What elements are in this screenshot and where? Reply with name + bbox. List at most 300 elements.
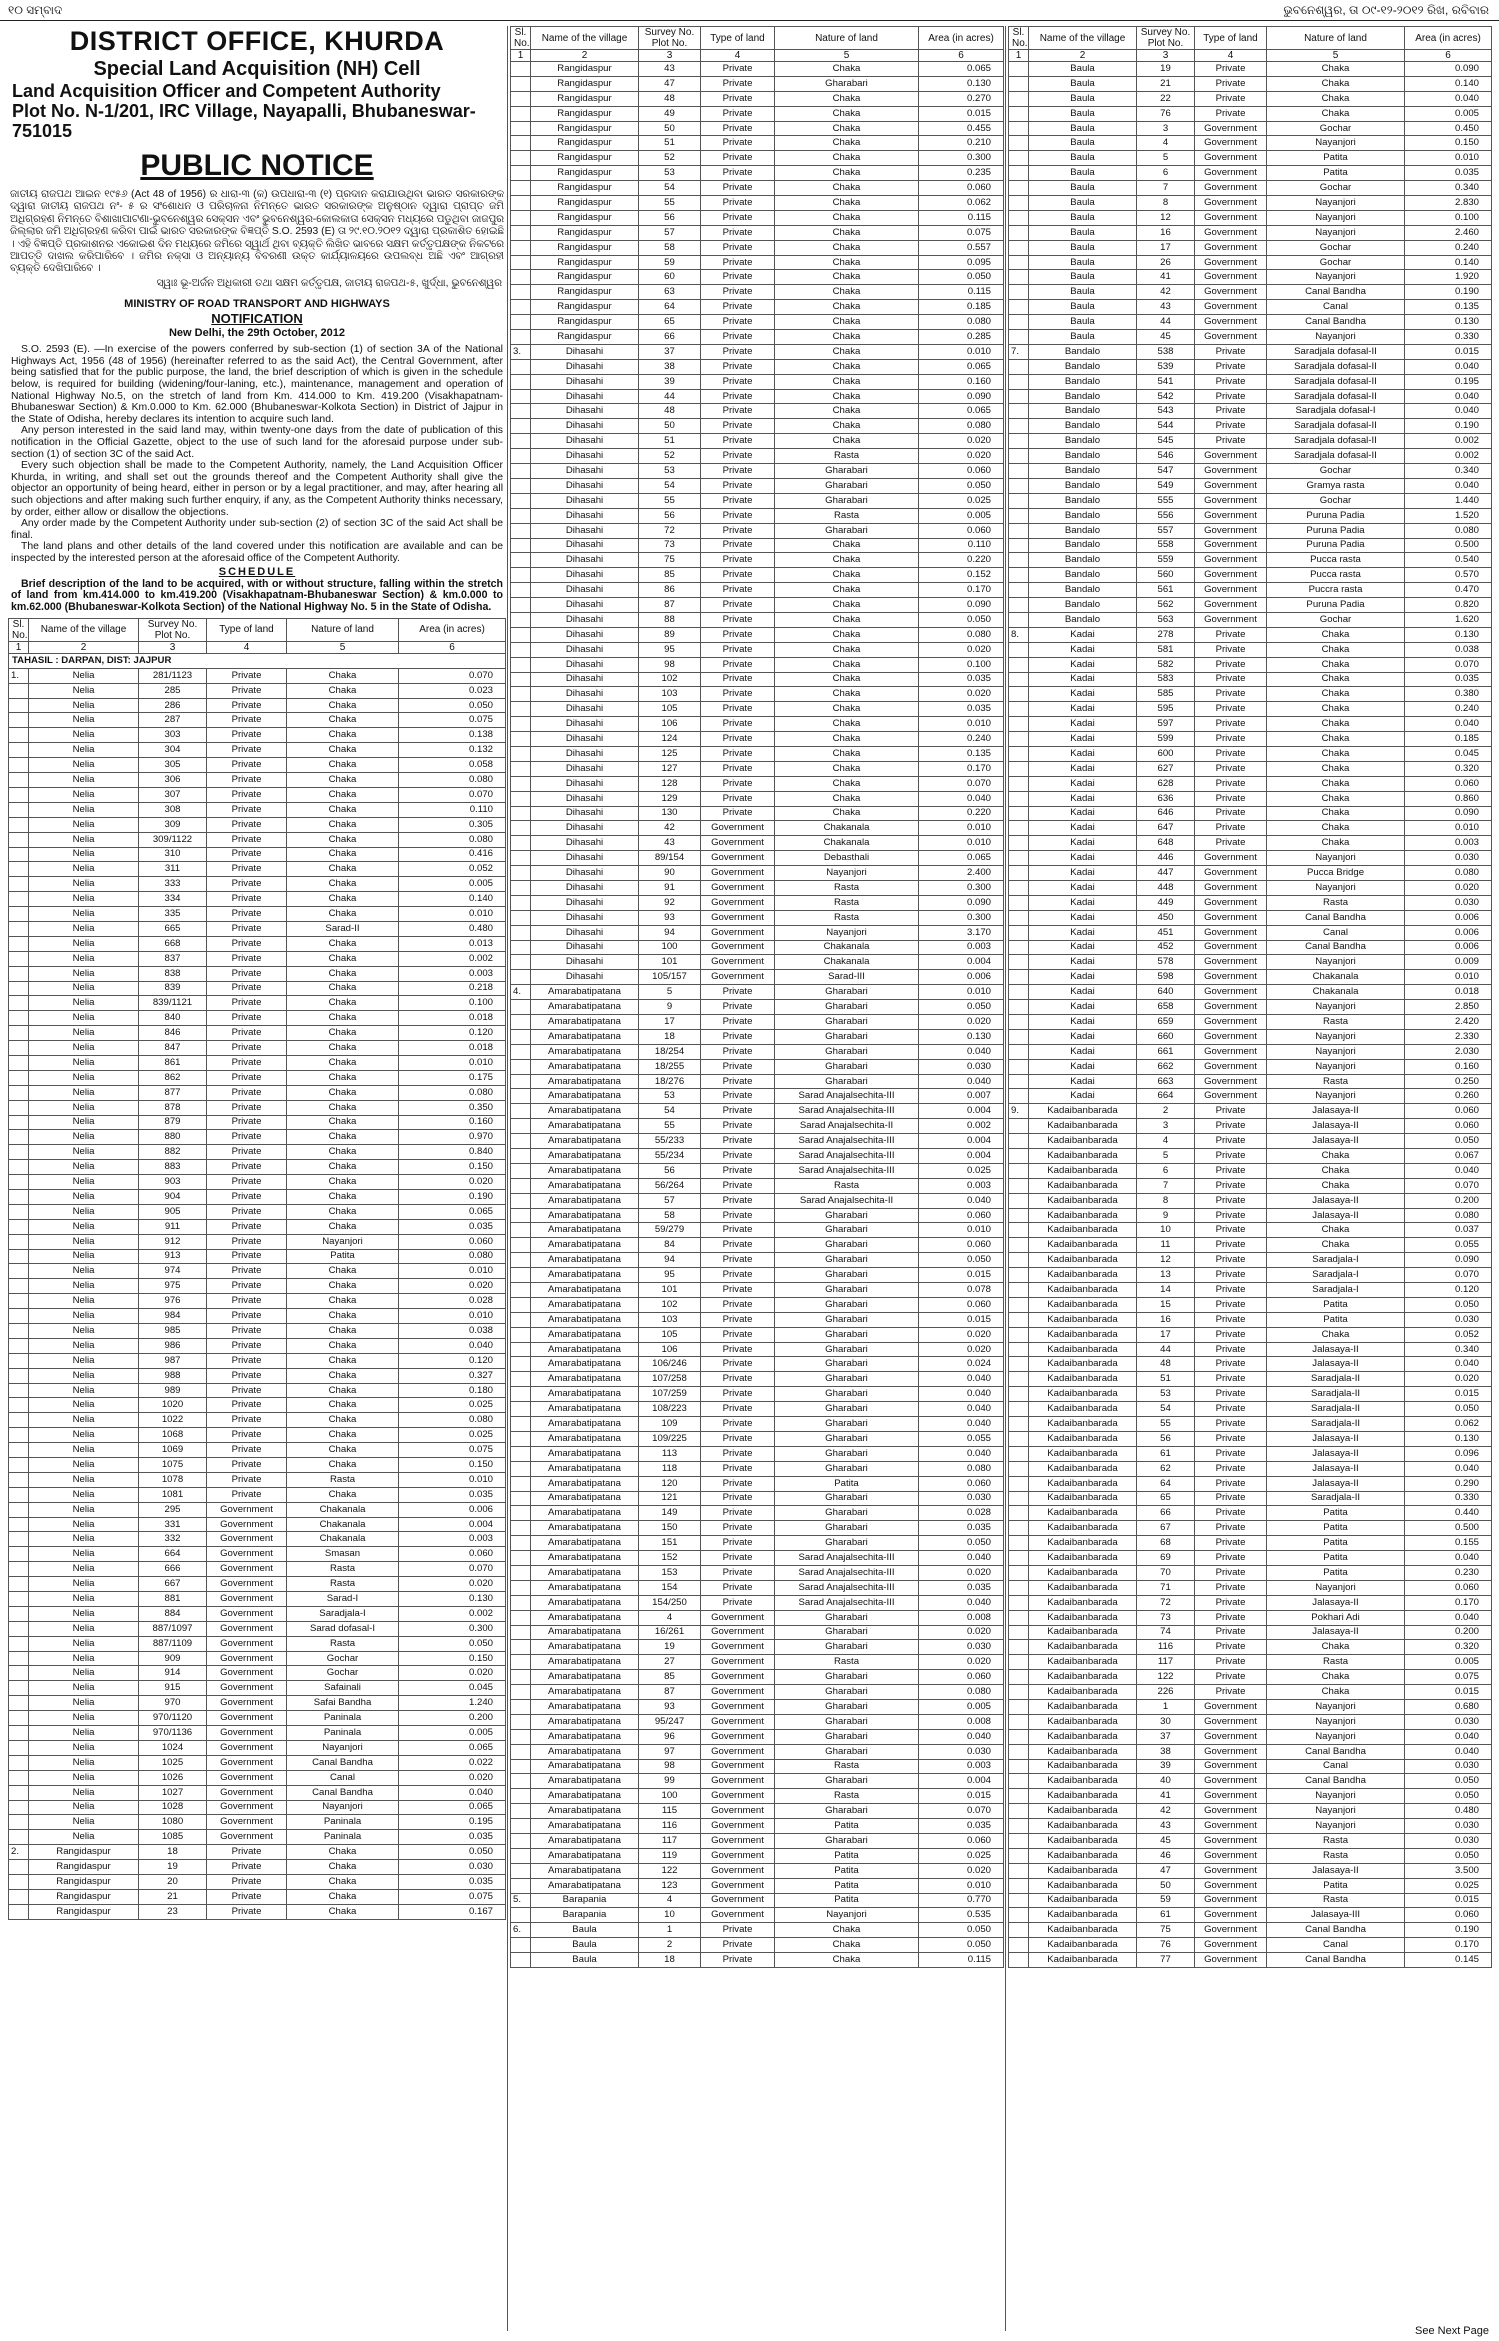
table-cell: Amarabatipatana [531,1193,639,1208]
table-cell: Kadai [1029,806,1137,821]
table-row [511,1536,1004,1551]
table-cell [1009,851,1029,866]
table-cell: Chaka [1267,106,1405,121]
table-cell: Chaka [1267,717,1405,732]
table-cell [511,1625,531,1640]
table-cell: Kadai [1029,940,1137,955]
table-cell: 59/279 [639,1223,701,1238]
table-cell: 116 [639,1819,701,1834]
table-cell: Dihasahi [531,344,639,359]
table-cell: Nayanjori [1267,196,1405,211]
table-cell: 0.300 [919,880,1004,895]
table-cell: Baula [1029,315,1137,330]
table-cell: Patita [1267,1312,1405,1327]
table-cell: 0.020 [919,1327,1004,1342]
table-cell [9,773,29,788]
table-cell: Nelia [29,1487,139,1502]
tahasil-row [9,653,506,668]
table-cell: 55/233 [639,1134,701,1149]
table-row [511,285,1004,300]
table-cell: Nelia [29,1279,139,1294]
table-cell: Bandalo [1029,419,1137,434]
table-cell: Kadaibanbarada [1029,1759,1137,1774]
table-row [1009,1863,1492,1878]
table-cell: Chaka [775,657,919,672]
table-cell: 0.020 [919,1625,1004,1640]
table-cell: 878 [139,1100,207,1115]
table-cell [511,1238,531,1253]
table-row [511,1387,1004,1402]
table-cell: 0.300 [399,1621,506,1636]
table-cell: 9. [1009,1104,1029,1119]
table-cell: Private [701,523,775,538]
table-cell [511,880,531,895]
table-cell: Baula [1029,106,1137,121]
table-cell: 595 [1137,702,1195,717]
table-row [511,836,1004,851]
table-cell [511,1595,531,1610]
table-cell [9,1338,29,1353]
table-cell: Kadai [1029,732,1137,747]
table-row [511,1208,1004,1223]
table-cell: Dihasahi [531,642,639,657]
table-cell: Chaka [775,315,919,330]
table-row [1009,538,1492,553]
table-cell: Private [701,210,775,225]
table-cell: Kadaibanbarada [1029,1789,1137,1804]
table-cell [511,598,531,613]
table-row [1009,1848,1492,1863]
table-row [1009,449,1492,464]
table-cell: 1069 [139,1443,207,1458]
table-cell: 0.003 [399,966,506,981]
table-row [511,612,1004,627]
table-cell [511,1536,531,1551]
table-cell: Government [1195,225,1267,240]
table-cell: Government [701,1610,775,1625]
table-cell: Saradjala-II [1267,1402,1405,1417]
table-cell [9,1189,29,1204]
table-cell: Paninala [287,1830,399,1845]
table-cell: 0.180 [399,1383,506,1398]
table-cell: 660 [1137,1029,1195,1044]
table-cell [1009,746,1029,761]
table-cell: Nelia [29,1383,139,1398]
table-cell: 0.150 [1405,136,1492,151]
table-cell: Private [1195,806,1267,821]
table-cell: Amarabatipatana [531,1506,639,1521]
table-cell: 43 [1137,300,1195,315]
table-cell: 71 [1137,1580,1195,1595]
table-cell [511,1506,531,1521]
table-cell [1009,1223,1029,1238]
table-cell: 73 [1137,1610,1195,1625]
table-cell: Chaka [1267,657,1405,672]
table-cell [511,955,531,970]
table-cell [1009,285,1029,300]
table-cell: Nelia [29,1666,139,1681]
table-cell: 0.060 [919,1238,1004,1253]
table-cell: Chaka [287,728,399,743]
table-cell: Saradjala dofasal-II [1267,359,1405,374]
table-cell: 0.416 [399,847,506,862]
table-cell: 0.970 [399,1130,506,1145]
table-cell: 0.030 [919,1491,1004,1506]
table-cell: Private [207,1100,287,1115]
table-cell: Private [1195,1446,1267,1461]
table-cell: 2 [639,1938,701,1953]
table-cell: 0.004 [919,1104,1004,1119]
table-cell: Nayanjori [1267,136,1405,151]
table-cell: 2.420 [1405,1015,1492,1030]
table-cell: Chaka [1267,687,1405,702]
table-cell: Chaka [287,951,399,966]
table-cell [9,862,29,877]
table-cell: Private [1195,1431,1267,1446]
table-cell: 0.075 [1405,1670,1492,1685]
table-row [511,970,1004,985]
table-cell [1009,1402,1029,1417]
table-cell: Chaka [287,892,399,907]
table-cell: Rasta [287,1577,399,1592]
table-cell: Gharabari [775,493,919,508]
table-cell: Kadaibanbarada [1029,1625,1137,1640]
table-cell: Rasta [775,1178,919,1193]
table-cell: Kadaibanbarada [1029,1893,1137,1908]
table-row [511,181,1004,196]
column-header: Survey No. Plot No. [1137,27,1195,50]
table-cell: Chaka [287,1383,399,1398]
table-row [511,940,1004,955]
table-cell [511,746,531,761]
table-cell [1009,568,1029,583]
table-cell: 17 [1137,1327,1195,1342]
table-cell [9,1517,29,1532]
table-cell: Gharabari [775,1774,919,1789]
table-cell: Private [1195,657,1267,672]
table-cell: Kadaibanbarada [1029,1685,1137,1700]
table-cell: 0.080 [399,773,506,788]
table-row [9,907,506,922]
table-cell: 0.050 [919,1253,1004,1268]
table-cell: Amarabatipatana [531,1431,639,1446]
table-cell: Kadai [1029,866,1137,881]
table-cell [511,1863,531,1878]
table-cell [1009,1387,1029,1402]
table-cell: Amarabatipatana [531,1357,639,1372]
table-row [1009,1536,1492,1551]
table-cell: 51 [639,136,701,151]
table-cell: Kadaibanbarada [1029,1312,1137,1327]
table-cell: Nelia [29,1353,139,1368]
newspaper-header-bar [0,0,1499,21]
table-cell: 48 [1137,1357,1195,1372]
table-cell: 0.010 [399,907,506,922]
table-cell: 4 [639,1893,701,1908]
table-cell: 541 [1137,374,1195,389]
table-cell [1009,1819,1029,1834]
table-cell: 0.500 [1405,538,1492,553]
table-cell: Gharabari [775,1521,919,1536]
table-cell [511,1253,531,1268]
table-row [511,1402,1004,1417]
table-row [1009,285,1492,300]
table-cell: 0.480 [399,921,506,936]
column-number: 6 [919,50,1004,62]
office-title: DISTRICT OFFICE, KHURDA [69,26,445,56]
table-cell: Dihasahi [531,746,639,761]
table-row [9,1458,506,1473]
table-cell: Private [207,907,287,922]
table-cell: Chaka [1267,62,1405,77]
table-cell: Amarabatipatana [531,1461,639,1476]
column-header: Nature of land [775,27,919,50]
table-cell [1009,404,1029,419]
table-cell: 11 [1137,1238,1195,1253]
table-cell: Private [207,1249,287,1264]
table-cell: Government [701,1848,775,1863]
table-cell: 0.120 [1405,1283,1492,1298]
table-cell: 627 [1137,761,1195,776]
table-cell: Private [1195,1268,1267,1283]
table-cell: Canal Bandha [287,1755,399,1770]
table-cell: 0.060 [1405,1104,1492,1119]
table-row [1009,1134,1492,1149]
table-row [511,136,1004,151]
table-cell: 7. [1009,344,1029,359]
table-row [1009,553,1492,568]
table-row [1009,434,1492,449]
column-number: 3 [1137,50,1195,62]
table-cell: Chaka [287,1428,399,1443]
table-cell [511,1089,531,1104]
table-cell: 659 [1137,1015,1195,1030]
table-cell: 0.006 [1405,940,1492,955]
table-cell: 103 [639,1312,701,1327]
table-cell: 16/261 [639,1625,701,1640]
table-cell: 904 [139,1189,207,1204]
table-cell: Private [207,1145,287,1160]
table-cell: 562 [1137,598,1195,613]
column-number: 3 [639,50,701,62]
table-cell: 53 [639,166,701,181]
table-cell: 0.080 [1405,866,1492,881]
table-cell: Sarad-II [287,921,399,936]
table-cell [1009,612,1029,627]
table-row [1009,1640,1492,1655]
table-cell: 0.350 [399,1100,506,1115]
officer-title: Land Acquisition Officer and Competent Authority [12,81,441,101]
table-cell: Safai Bandha [287,1696,399,1711]
table-cell: 0.025 [919,493,1004,508]
table-cell: Saradjala-II [1267,1372,1405,1387]
table-cell [1009,1565,1029,1580]
table-cell: Private [207,1026,287,1041]
table-cell: Kadaibanbarada [1029,1283,1137,1298]
table-cell [1009,1833,1029,1848]
table-cell: 0.015 [919,1268,1004,1283]
table-cell [1009,1744,1029,1759]
table-cell: Rangidaspur [531,136,639,151]
table-cell: Government [1195,895,1267,910]
table-cell: Dihasahi [531,598,639,613]
column-number: 1 [511,50,531,62]
table-cell: Private [1195,836,1267,851]
table-cell: 123 [639,1878,701,1893]
table-row [9,1085,506,1100]
column-header: Sl. No. [511,27,531,50]
table-cell: 0.005 [399,1726,506,1741]
table-cell: Kadai [1029,925,1137,940]
table-cell: Private [207,981,287,996]
table-row [511,1789,1004,1804]
table-cell [9,1353,29,1368]
table-cell [9,1011,29,1026]
table-cell: 663 [1137,1074,1195,1089]
table-cell: 84 [639,1238,701,1253]
table-cell: 87 [639,1685,701,1700]
table-cell: 658 [1137,1000,1195,1015]
table-row [9,1219,506,1234]
table-cell: 975 [139,1279,207,1294]
table-cell: 55 [639,1119,701,1134]
table-cell: Government [701,1640,775,1655]
table-row [9,1264,506,1279]
table-cell: Bandalo [1029,344,1137,359]
table-cell: 0.040 [919,1595,1004,1610]
table-row [9,1398,506,1413]
table-cell: Chaka [775,210,919,225]
table-cell: Government [1195,538,1267,553]
table-cell: Chaka [287,1204,399,1219]
table-cell [1009,553,1029,568]
table-cell: Private [1195,404,1267,419]
table-cell: Chakanala [775,821,919,836]
table-row [511,166,1004,181]
table-row [1009,1089,1492,1104]
table-cell: Dihasahi [531,583,639,598]
table-row [1009,1193,1492,1208]
table-cell: Government [1195,1893,1267,1908]
table-cell [511,1729,531,1744]
table-cell: 0.330 [1405,1491,1492,1506]
table-row [1009,1283,1492,1298]
table-cell [1009,1923,1029,1938]
table-cell: 0.040 [1405,1610,1492,1625]
table-cell: Nelia [29,787,139,802]
table-cell: 0.050 [1405,1402,1492,1417]
table-cell: Gharabari [775,1253,919,1268]
table-cell [1009,255,1029,270]
table-cell: Baula [1029,300,1137,315]
table-row [511,1178,1004,1193]
table-row [1009,255,1492,270]
table-cell [511,315,531,330]
table-cell: 0.022 [399,1755,506,1770]
table-row [511,761,1004,776]
table-cell: 0.025 [919,1163,1004,1178]
table-cell: Private [701,672,775,687]
table-cell: Chaka [1267,642,1405,657]
table-cell: Bandalo [1029,374,1137,389]
table-row [9,1517,506,1532]
table-cell: Chaka [1267,836,1405,851]
table-cell: Private [701,776,775,791]
table-row [511,1238,1004,1253]
table-cell: Rasta [1267,895,1405,910]
table-cell: Nelia [29,1100,139,1115]
table-cell: Government [1195,925,1267,940]
table-cell: 42 [1137,285,1195,300]
table-cell: Chaka [287,847,399,862]
table-cell: Private [1195,1372,1267,1387]
table-cell: 0.007 [919,1089,1004,1104]
table-cell: Dihasahi [531,538,639,553]
table-cell: Baula [1029,210,1137,225]
table-cell: Kadaibanbarada [1029,1908,1137,1923]
table-row [1009,1580,1492,1595]
table-cell [1009,1178,1029,1193]
table-cell: Bandalo [1029,478,1137,493]
table-cell: Nayanjori [1267,1580,1405,1595]
table-cell: 0.015 [919,1789,1004,1804]
table-cell: Amarabatipatana [531,1521,639,1536]
table-cell: 0.200 [1405,1193,1492,1208]
table-row [511,1625,1004,1640]
table-cell: Kadaibanbarada [1029,1744,1137,1759]
table-cell: 86 [639,583,701,598]
table-cell: Dihasahi [531,449,639,464]
table-cell: Government [207,1621,287,1636]
table-cell [1009,1119,1029,1134]
table-cell: Private [701,642,775,657]
table-cell: 105/157 [639,970,701,985]
table-cell: Dihasahi [531,478,639,493]
table-cell: 539 [1137,359,1195,374]
table-cell [1009,1670,1029,1685]
table-cell: 668 [139,936,207,951]
table-cell: Canal Bandha [1267,1744,1405,1759]
table-cell: Rangidaspur [29,1889,139,1904]
table-cell: 0.060 [1405,1580,1492,1595]
table-cell: 50 [1137,1878,1195,1893]
table-cell: Canal Bandha [1267,910,1405,925]
table-cell: 0.195 [1405,374,1492,389]
table-cell: Private [207,1487,287,1502]
table-cell [9,1874,29,1889]
table-cell: 18 [639,1029,701,1044]
table-cell: Gochar [1267,255,1405,270]
table-cell [1009,1357,1029,1372]
table-cell: Gharabari [775,1015,919,1030]
table-cell: Private [1195,1223,1267,1238]
table-cell: Private [1195,1610,1267,1625]
table-cell: 0.230 [1405,1565,1492,1580]
table-row [511,1446,1004,1461]
table-cell: 0.040 [1405,1357,1492,1372]
table-cell: 0.130 [1405,627,1492,642]
table-cell: Government [1195,240,1267,255]
table-cell: 43 [639,62,701,77]
table-cell: Dihasahi [531,776,639,791]
table-row [511,598,1004,613]
table-cell [9,1547,29,1562]
table-cell: Private [207,832,287,847]
table-cell: 0.100 [399,996,506,1011]
table-cell: Dihasahi [531,687,639,702]
table-row [1009,1342,1492,1357]
table-cell: 120 [639,1476,701,1491]
